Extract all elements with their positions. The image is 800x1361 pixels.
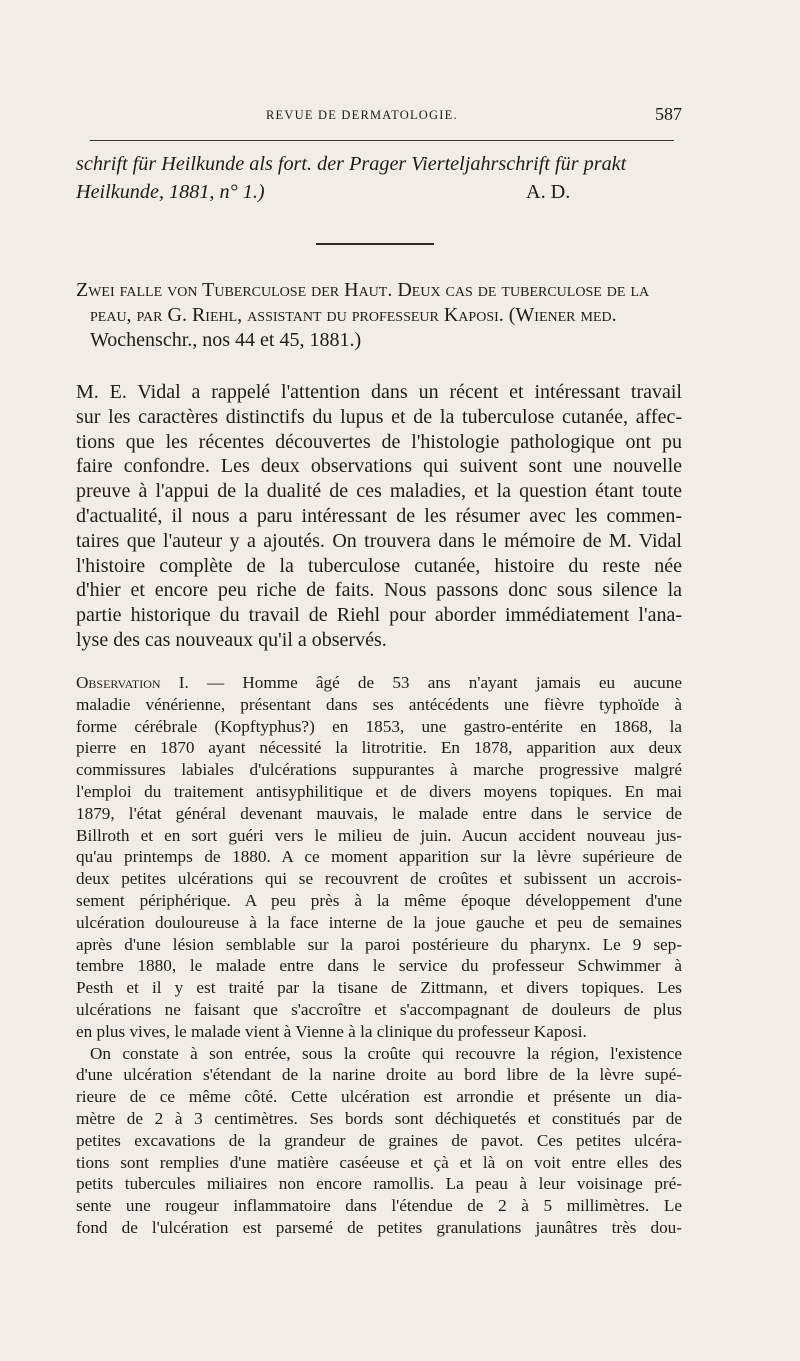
running-title: REVUE DE DERMATOLOGIE. [266, 108, 458, 122]
text-line: d'une ulcération s'étendant de la narine droite au bord libre de la lèvre supé- [76, 1065, 682, 1085]
text-line: 1879, l'état général devenant mauvais, le malade entre dans le service de [76, 803, 682, 823]
article-title-line: Zwei falle von Tuberculose der Haut. Deux cas de tuberculose de la [76, 279, 650, 301]
text-line: fond de l'ulcération est parsemé de petites granulations jaunâtres très dou- [76, 1217, 682, 1237]
text-line: commissures labiales d'ulcérations suppurantes à marche progressive malgré [76, 760, 682, 780]
text-line: ulcération douloureuse à la face interne de la joue gauche et peu de semaines [76, 912, 682, 932]
author-signature: A. D. [526, 181, 571, 203]
running-header [76, 104, 682, 128]
header-rule [90, 140, 674, 141]
text-line: Observation I. — Homme âgé de 53 ans n'ayant jamais eu aucune [76, 673, 682, 692]
text-line: l'emploi du traitement antisyphilitique et de divers moyens topiques. En mai [76, 781, 682, 801]
text-line: M. E. Vidal a rappelé l'attention dans un récent et intéressant travail [76, 381, 682, 403]
journal-page [76, 0, 682, 1361]
text-line: deux petites ulcérations qui se recouvrent de croûtes et subissent un accrois- [76, 869, 682, 889]
text-line: faire confondre. Les deux observations qui suivent sont une nouvelle [76, 455, 682, 478]
text-line: petits tubercules miliaires non encore ramollis. La peau à leur voisinage pré- [76, 1174, 682, 1194]
text-line: d'actualité, il nous a paru intéressant de les résumer avec les commen- [76, 504, 682, 527]
text-line: rieure de ce même côté. Cette ulcération est arrondie et présente un dia- [76, 1087, 682, 1107]
text-line: taires que l'auteur y a ajoutés. On trouvera dans le mémoire de M. Vidal [76, 529, 682, 552]
text-line: sement périphérique. A peu près à la même époque développement d'une [76, 890, 682, 910]
text-line: maladie vénérienne, présentant dans ses antécédents une fièvre typhoïde à [76, 694, 682, 714]
observation-label: Observation I. [76, 673, 189, 692]
article-title-line: peau, par G. Riehl, assistant du professeur Kaposi. (Wiener med. [90, 304, 617, 326]
text-line: tembre 1880, le malade entre dans le service du professeur Schwimmer à [76, 956, 682, 976]
observation-section [76, 672, 682, 1239]
text-line: qu'au printemps de 1880. A ce moment apparition sur la lèvre supérieure de [76, 847, 682, 867]
text-line: l'histoire complète de la tuberculose cutanée, histoire du reste née [76, 554, 682, 577]
text-line: mètre de 2 à 3 centimètres. Ses bords sont déchiquetés et constitués par de [76, 1108, 682, 1128]
text-line: d'hier et encore peu riche de faits. Nous passons donc sous silence la [76, 579, 682, 602]
text-line: ulcérations ne faisant que s'accroître et s'accompagnant de douleurs de plus [76, 999, 682, 1019]
text-line: sur les caractères distinctifs du lupus et de la tuberculose cutanée, affec- [76, 405, 682, 428]
page-number: 587 [655, 104, 682, 124]
text-line: en plus vives, le malade vient à Vienne à la clinique du professeur Kaposi. [76, 1021, 587, 1041]
text-line: tions que les récentes découvertes de l'histologie pathologique ont pu [76, 430, 682, 453]
article-title [76, 278, 682, 353]
text-line: petites excavations de la grandeur de graines de pavot. Ces petites ulcéra- [76, 1130, 682, 1150]
text-line: preuve à l'appui de la dualité de ces maladies, et la question étant toute [76, 480, 682, 503]
text-line: pierre en 1870 ayant nécessité la litrotritie. En 1878, apparition aux deux [76, 738, 682, 758]
text-line: sente une rougeur inflammatoire dans l'étendue de 2 à 5 millimètres. Le [76, 1196, 682, 1216]
text-line: Heilkunde, 1881, n° 1.) [76, 181, 265, 203]
article-title-line: Wochenschr., nos 44 et 45, 1881.) [90, 329, 362, 351]
text-line: tions sont remplies d'une matière caséeuse et çà et là on voit entre elles des [76, 1152, 682, 1172]
text-line: schrift für Heilkunde als fort. der Prager Vierteljahrschrift für prakt [76, 153, 627, 175]
section-separator [316, 243, 434, 245]
intro-paragraph [76, 380, 682, 653]
text-line: partie historique du travail de Riehl pour aborder immédiatement l'ana- [76, 604, 682, 627]
text-line: Billroth et en sort guéri vers le milieu de juin. Aucun accident nouveau jus- [76, 825, 682, 845]
text-line: lyse des cas nouveaux qu'il a observés. [76, 628, 387, 651]
previous-article-ending [76, 150, 682, 206]
text-line: On constate à son entrée, sous la croûte qui recouvre la région, l'existence [90, 1043, 682, 1063]
text-line: Pesth et il y est traité par la tisane de Zittmann, et divers topiques. Les [76, 978, 682, 998]
text-line: après d'une lésion semblable sur la paroi postérieure du pharynx. Le 9 sep- [76, 934, 682, 954]
text-line: forme cérébrale (Kopftyphus?) en 1853, une gastro-entérite en 1868, la [76, 716, 682, 736]
